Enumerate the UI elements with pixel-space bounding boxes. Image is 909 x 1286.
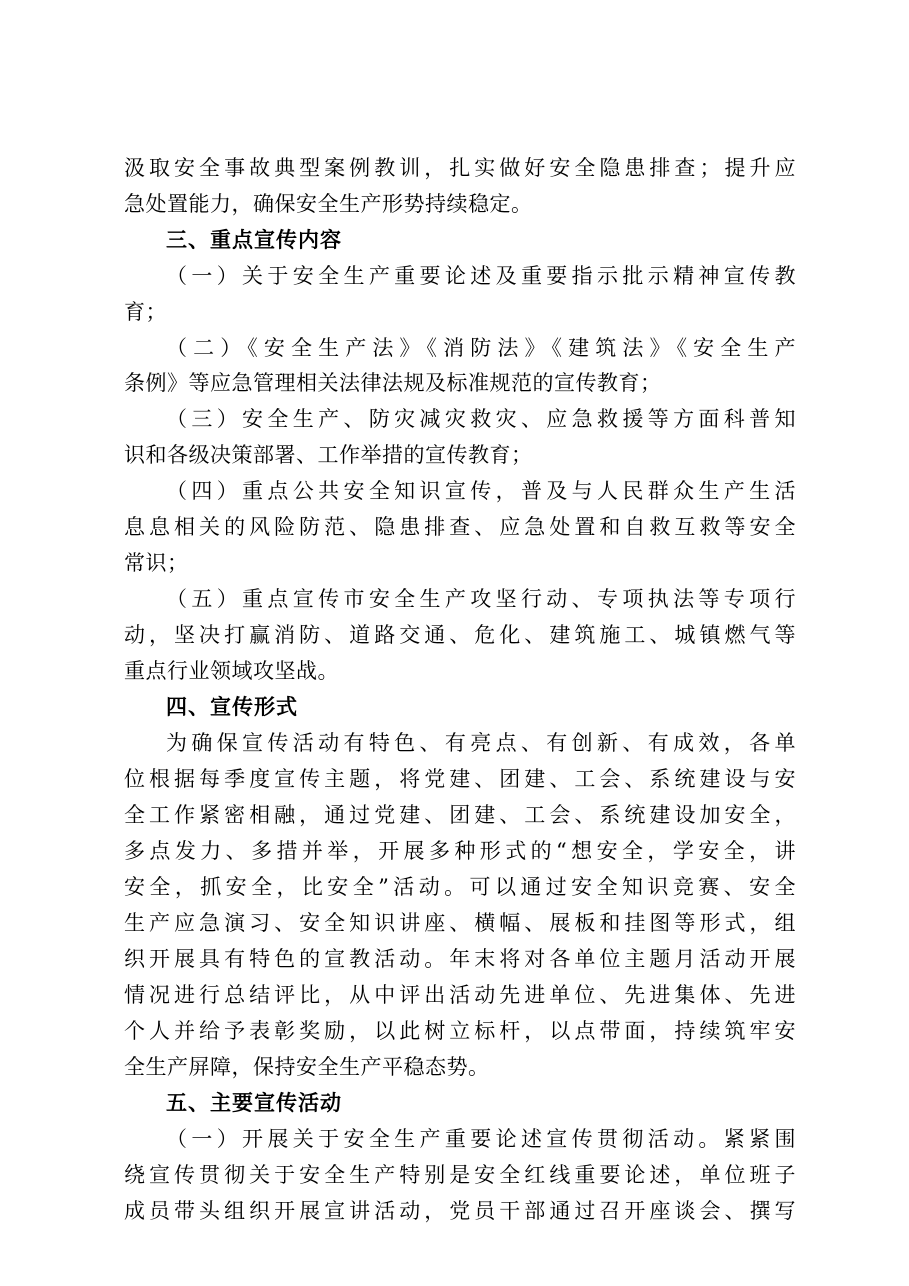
paragraph-line: 育； (124, 300, 167, 324)
paragraph-line: 动，坚决打赢消防、道路交通、危化、建筑施工、城镇燃气等 (124, 623, 796, 647)
paragraph-line: 急处置能力，确保安全生产形势持续稳定。 (124, 192, 533, 216)
paragraph-line: 绕宣传贯彻关于安全生产特别是安全红线重要论述，单位班子 (124, 1163, 796, 1187)
paragraph-line: 成员带头组织开展宣讲活动，党员干部通过召开座谈会、撰写 (124, 1199, 796, 1223)
paragraph-line: 安全，抓安全，比安全”活动。可以通过安全知识竞赛、安全 (124, 875, 796, 899)
section-heading: 四、宣传形式 (166, 695, 298, 719)
paragraph-line: （三）安全生产、防灾减灾救灾、应急救援等方面科普知 (166, 407, 796, 431)
paragraph-line: 个人并给予表彰奖励，以此树立标杆，以点带面，持续筑牢安 (124, 1019, 796, 1043)
paragraph-line: 息息相关的风险防范、隐患排查、应急处置和自救互救等安全 (124, 515, 796, 539)
paragraph-line: （一）关于安全生产重要论述及重要指示批示精神宣传教 (166, 264, 796, 288)
paragraph-line: 全工作紧密相融，通过党建、团建、工会、系统建设加安全， (124, 803, 796, 827)
paragraph-line: 位根据每季度宣传主题，将党建、团建、工会、系统建设与安 (124, 767, 796, 791)
paragraph-line: 全生产屏障，保持安全生产平稳态势。 (124, 1055, 490, 1079)
paragraph-line: 生产应急演习、安全知识讲座、横幅、展板和挂图等形式，组 (124, 911, 796, 935)
section-heading: 五、主要宣传活动 (166, 1091, 342, 1115)
paragraph-line: （四）重点公共安全知识宣传，普及与人民群众生产生活 (166, 479, 796, 503)
paragraph-line: 常识； (124, 551, 189, 575)
paragraph-line: （五）重点宣传市安全生产攻坚行动、专项执法等专项行 (166, 587, 796, 611)
paragraph-line: 多点发力、多措并举，开展多种形式的“想安全，学安全，讲 (124, 839, 796, 863)
paragraph-line: （二）《安全生产法》《消防法》《建筑法》《安全生产 (166, 336, 796, 360)
paragraph-line: 重点行业领域攻坚战。 (124, 659, 339, 683)
paragraph-line: 识和各级决策部署、工作举措的宣传教育； (124, 443, 533, 467)
paragraph-line: 为确保宣传活动有特色、有亮点、有创新、有成效，各单 (166, 731, 796, 755)
section-heading: 三、重点宣传内容 (166, 228, 342, 252)
paragraph-line: 条例》等应急管理相关法律法规及标准规范的宣传教育； (124, 371, 662, 395)
paragraph-line: 织开展具有特色的宣教活动。年末将对各单位主题月活动开展 (124, 947, 796, 971)
paragraph-line: 汲取安全事故典型案例教训，扎实做好安全隐患排查；提升应 (124, 156, 796, 180)
paragraph-line: （一）开展关于安全生产重要论述宣传贯彻活动。紧紧围 (166, 1127, 796, 1151)
paragraph-line: 情况进行总结评比，从中评出活动先进单位、先进集体、先进 (124, 983, 796, 1007)
